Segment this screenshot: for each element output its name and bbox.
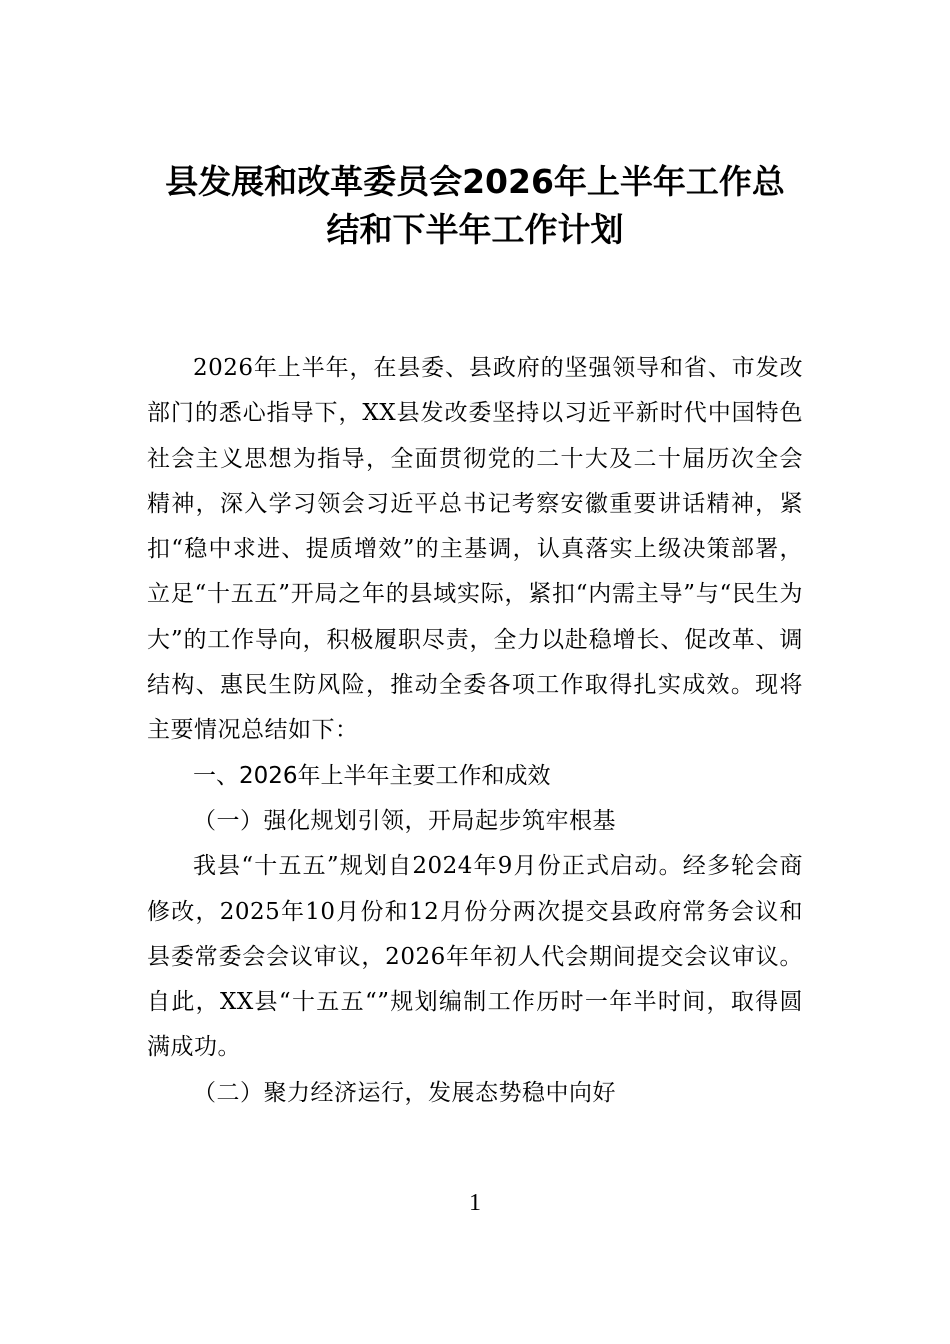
page-number: 1 — [469, 1190, 481, 1216]
title-line-2: 结和下半年工作计划 — [326, 210, 624, 249]
subsection-heading-1: （一）强化规划引领，开局起步筑牢根基 — [193, 807, 616, 834]
document-body — [147, 346, 803, 1116]
subsection-heading-2: （二）聚力经济运行，发展态势稳中向好 — [193, 1079, 616, 1106]
subsection-1-paragraph: 我县“十五五”规划自2024年9月份正式启动。经多轮会商修改，2025年10月份和12月份分两次提交县政府常务会议和县委常委会会议审议，2026年年初人代会期间提交会议审议。自此，XX县“十五五“”规划编制工作历时一年半时间，取得圆满成功。 — [147, 853, 803, 1061]
title-line-1: 县发展和改革委员会2026年上半年工作总 — [165, 162, 785, 201]
section-heading-1: 一、2026年上半年主要工作和成效 — [193, 762, 551, 789]
intro-paragraph: 2026年上半年，在县委、县政府的坚强领导和省、市发改部门的悉心指导下，XX县发改委坚持以习近平新时代中国特色社会主义思想为指导，全面贯彻党的二十大及二十届历次全会精神，深入学习领会习近平总书记考察安徽重要讲话精神，紧扣“稳中求进、提质增效”的主基调，认真落实上级决策部署，立足“十五五”开局之年的县域实际，紧扣“内需主导”与“民生为大”的工作导向，积极履职尽责，全力以赴稳增长、促改革、调结构、惠民生防风险，推动全委各项工作取得扎实成效。现将主要情况总结如下： — [147, 355, 803, 744]
document-title — [140, 158, 810, 254]
